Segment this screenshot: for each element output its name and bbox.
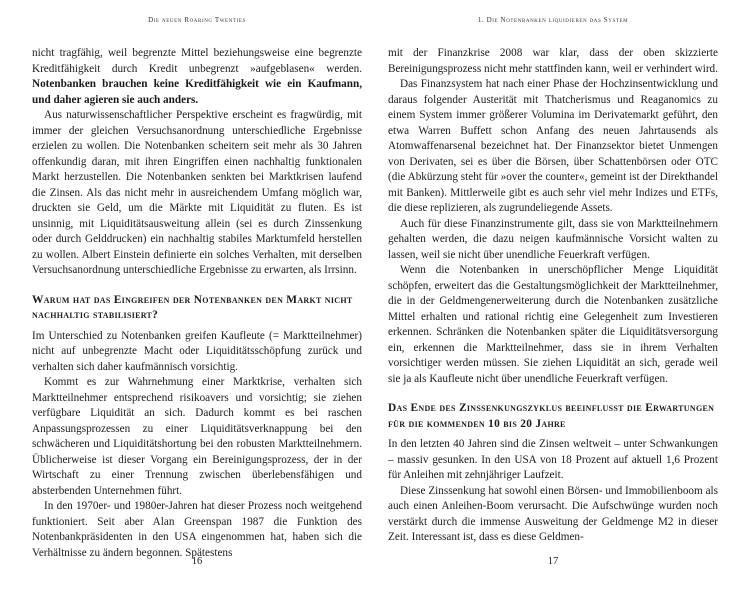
paragraph: Wenn die Notenbanken in unerschöpflicher Menge Liquidität schöpfen, erweitert das die Gestaltungsmöglichkeit der Marktteilnehmer, die in der Geldmengenerweiterung durch die Notenbanken zusätzliche Mittel erhalten und rational richtig eine Gelegenheit zum Investieren erkennen. Schränken die Notenbanken später die Liquiditätsversorgung ein, erkennen die Marktteilnehmer, dass sie in ihrem Verhalten vorsichtiger werden müssen. Sie ziehen Liquidität an sich, gerade weil sie ja als Kaufleute nicht über unendliche Feuerkraft verfügen. xyxy=(388,264,718,385)
paragraph: Im Unterschied zu Notenbanken greifen Kaufleute (= Marktteilnehmer) nicht auf unbegrenzte Macht oder Liquiditätsschöpfung zurück und verhalten sich daher kaufmännisch vorsichtig. xyxy=(32,329,362,373)
paragraph: Diese Zinssenkung hat sowohl einen Börsen- und Immobilienboom als auch einen Anleihen-Boom verursacht. Die Aufschwünge wurden noch verstärkt durch die immense Ausweitung der Geldmenge M2 in dieser Zeit. Interessant ist, dass es diese Geldmen- xyxy=(388,484,718,543)
running-head: 1. Die Notenbanken liquidieren das System xyxy=(477,16,629,24)
paragraph: In den 1970er- und 1980er-Jahren hat dieser Prozess noch weitgehend funktioniert. Seit aber Alan Greenspan 1987 die Funktion des Notenbankpräsidenten in den USA eingenommen hat, haben sich die Verhältnisse zu ändern begonnen. Spätestens xyxy=(32,500,362,559)
body-text xyxy=(32,46,362,561)
running-head: Die neuen Roaring Twenties xyxy=(148,16,246,24)
section-heading: Das Ende des Zinssenkungszyklus beeinflusst die Erwartungen für die kommenden 10 bis 20 Jahre xyxy=(388,402,715,430)
page-number: 17 xyxy=(547,556,559,567)
paragraph: mit der Finanzkrise 2008 war klar, dass der oben skizzierte Bereinigungsprozess nicht mehr stattfinden kann, weil er verhindert wird. xyxy=(388,47,718,75)
section-heading: Warum hat das Eingreifen der Notenbanken den Markt nicht nachhaltig stabilisiert? xyxy=(32,293,353,321)
body-text xyxy=(388,46,718,546)
page-number: 16 xyxy=(191,556,203,567)
paragraph: In den letzten 40 Jahren sind die Zinsen weltweit – unter Schwankungen – massiv gesunken. In den USA von 18 Prozent auf aktuell 1,6 Prozent für Anleihen mit zehnjähriger Laufzeit. xyxy=(388,438,718,481)
paragraph-text: nicht tragfähig, weil begrenzte Mittel beziehungsweise eine begrenzte Kreditfähigkeit durch Kredit unbegrenzt »aufgeblasen« werden. xyxy=(32,47,362,75)
right-page xyxy=(388,0,718,598)
paragraph: Aus naturwissenschaftlicher Perspektive erscheint es fragwürdig, mit immer der gleichen Versuchsanordnung unterschiedliche Ergebnisse erzielen zu wollen. Die Notenbanken scheitern seit mehr als 30 Jahren offenkundig daran, mit ihren Eingriffen einen nachhaltig funktionalen Markt herzustellen. Die Notenbanken senkten bei Marktkrisen laufend die Zinsen. Als das nicht mehr in ausreichendem Umfang möglich war, druckten sie Geld, um die Märkte mit Liquidität zu fluten. Es ist unsinnig, mit Liquiditätsausweitung allein (sei es durch Zinssenkung oder durch Gelddrucken) ein nachhaltig stabiles Marktumfeld herstellen zu wollen. Albert Einstein definierte ein solches Verhalten, mit derselben Versuchsanordnung unterschiedliche Ergebnisse zu erwarten, als Irrsinn. xyxy=(32,109,362,276)
paragraph: Das Finanzsystem hat nach einer Phase der Hochzinsentwicklung und daraus folgender Austerität mit Thatcherismus und Reaganomics zu einem System immer größerer Volumina im Derivatemarkt geführt, den etwa Warren Buffett schon Anfang des neuen Jahrtausends als Atomwaffenarsenal bezeichnet hat. Der Finanzsektor bietet Unmengen von Derivaten, sei es über die Börsen, über Schattenbörsen oder OTC (die Abkürzung steht für »over the counter«, gemeint ist der Direkthandel mit Banken). Mittlerweile gibt es auch sehr viel mehr Indizes und ETFs, die diese replizieren, als zugrundeliegende Assets. xyxy=(388,78,718,214)
paragraph: Kommt es zur Wahrnehmung einer Marktkrise, verhalten sich Marktteilnehmer entsprechend risikoavers und vorsichtig; sie ziehen verfügbare Liquidität an sich. Dadurch kommt es bei raschen Anpassungsprozessen zu einer Liquiditätsverknappung bei den schwächeren und Liquiditätshortung bei den robusten Marktteilnehmern. Üblicherweise ist dieser Vorgang ein Bereinigungsprozess, der in der Wirtschaft zu einer Trennung zwischen überlebensfähigen und absterbenden Unternehmen führt. xyxy=(32,376,362,497)
paragraph xyxy=(32,46,362,108)
left-page xyxy=(32,0,362,598)
bold-statement: Notenbanken brauchen keine Kreditfähigkeit wie ein Kaufmann, und daher agieren sie auch anders. xyxy=(32,78,362,106)
paragraph: Auch für diese Finanzinstrumente gilt, dass sie von Marktteilnehmern gehalten werden, die dazu neigen kaufmännische Vorsicht walten zu lassen, weil sie nicht über unendliche Feuerkraft verfügen. xyxy=(388,217,718,261)
